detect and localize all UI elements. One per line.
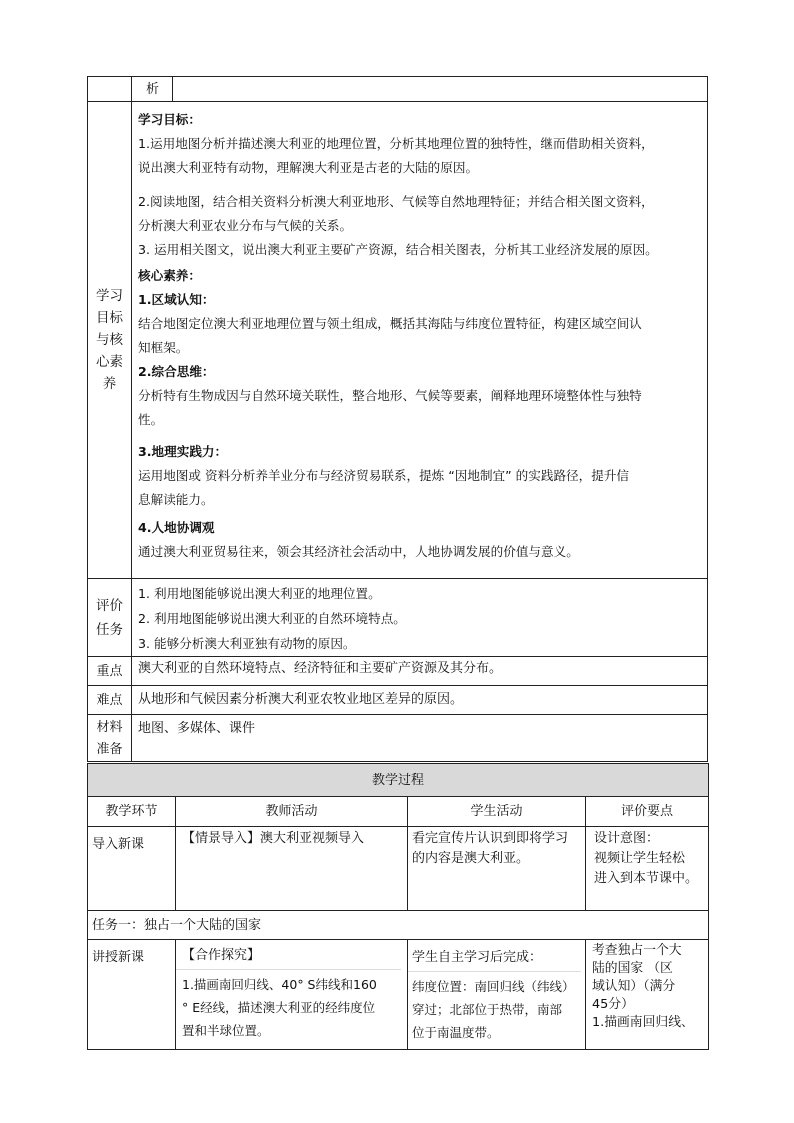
objectives-content <box>132 102 708 579</box>
difficulty-text: 从地形和气候因素分析澳大利亚农牧业地区差异的原因。 <box>132 686 708 715</box>
continued-label-cell <box>132 77 708 102</box>
new-lesson-student: 学生自主学习后完成： 纬度位置：南回归线（纬线） 穿过；北部位于热带，南部 位于南温度带。 <box>408 940 586 1050</box>
materials-text: 地图、多媒体、课件 <box>132 715 708 762</box>
intro-student: 看完宣传片认识到即将学习 的内容是澳大利亚。 <box>408 827 586 911</box>
core-3-line-1: 运用地图或 资料分析养羊业分布与经济贸易联系，提炼 “因地制宜” 的实践路径，提升信 <box>138 468 630 483</box>
evaluation-item: 2. 利用地图能够说出澳大利亚的自然环境特点。 <box>138 611 406 626</box>
header-evaluation: 评价要点 <box>586 797 709 827</box>
teaching-process-table <box>87 763 709 1050</box>
goal-2-line-1: 2.阅读地图，结合相关资料分析澳大利亚地形、气候等自然地理特征；并结合相关图文资料， <box>138 194 654 209</box>
goal-3: 3. 运用相关图文，说出澳大利亚主要矿产资源，结合相关图表，分析其工业经济发展的原因。 <box>138 242 658 257</box>
core-2-title: 2.综合思维： <box>138 364 215 379</box>
goal-1-line-1: 1.运用地图分析并描述澳大利亚的地理位置，分析其地理位置的独特性，继而借助相关资料， <box>138 136 654 151</box>
new-lesson-evaluation: 考查独占一个大 陆的国家 （区 域认知）（满分 45分） 1.描画南回归线、 <box>586 940 709 1050</box>
core-4-line-1: 通过澳大利亚贸易往来，领会其经济社会活动中，人地协调发展的价值与意义。 <box>138 544 579 559</box>
core-1-line-2: 知框架。 <box>138 340 189 355</box>
goal-2-line-2: 分析澳大利亚农业分布与气候的关系。 <box>138 218 353 233</box>
objectives-heading: 学习目标： <box>138 112 201 127</box>
intro-stage: 导入新课 <box>88 827 176 911</box>
continued-label: 析 <box>146 82 160 97</box>
core-heading: 核心素养： <box>138 268 201 283</box>
evaluation-item: 3. 能够分析澳大利亚独有动物的原因。 <box>138 636 356 651</box>
core-1-title: 1.区域认知： <box>138 292 215 307</box>
intro-evaluation: 设计意图： 视频让学生轻松 进入到本节课中。 <box>586 827 709 911</box>
task-1-title: 任务一：独占一个大陆的国家 <box>88 911 709 940</box>
core-4-title: 4.人地协调观 <box>138 520 215 535</box>
new-lesson-teacher: 【合作探究】 1.描画南回归线、40° S纬线和160 ° E经线，描述澳大利亚的经纬度位 置和半球位置。 <box>176 940 408 1050</box>
materials-label: 材料 准备 <box>88 715 132 762</box>
lesson-info-table <box>87 76 708 762</box>
evaluation-content <box>132 579 708 657</box>
evaluation-item: 1. 利用地图能够说出澳大利亚的地理位置。 <box>138 586 381 601</box>
core-2-line-2: 性。 <box>138 412 164 427</box>
core-1-line-1: 结合地图定位澳大利亚地理位置与领土组成，概括其海陆与纬度位置特征，构建区域空间认 <box>138 316 642 331</box>
empty-cell <box>88 77 132 102</box>
new-lesson-stage: 讲授新课 <box>88 940 176 1050</box>
key-point-text: 澳大利亚的自然环境特点、经济特征和主要矿产资源及其分布。 <box>132 657 708 686</box>
objectives-label: 学习 目标 与核 心素 养 <box>88 102 132 579</box>
core-3-title: 3.地理实践力： <box>138 444 228 459</box>
header-teacher: 教师活动 <box>176 797 408 827</box>
header-student: 学生活动 <box>408 797 586 827</box>
core-3-line-2: 息解读能力。 <box>138 492 214 507</box>
key-point-label: 重点 <box>88 657 132 686</box>
process-title: 教学过程 <box>88 764 709 797</box>
difficulty-label: 难点 <box>88 686 132 715</box>
goal-1-line-2: 说出澳大利亚特有动物，理解澳大利亚是古老的大陆的原因。 <box>138 160 479 175</box>
core-2-line-1: 分析特有生物成因与自然环境关联性，整合地形、气候等要素，阐释地理环境整体性与独特 <box>138 388 642 403</box>
evaluation-label: 评价 任务 <box>88 579 132 657</box>
header-stage: 教学环节 <box>88 797 176 827</box>
intro-teacher: 【情景导入】澳大利亚视频导入 <box>176 827 408 911</box>
